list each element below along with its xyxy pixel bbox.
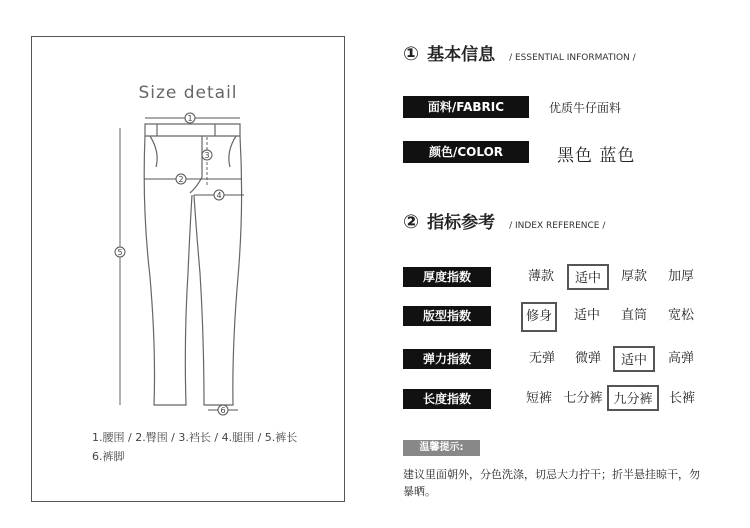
- size-caption: [92, 428, 297, 466]
- section2-heading: [403, 208, 605, 233]
- right-leg-outline: [194, 136, 242, 405]
- elasticity-option-none: 无弹: [528, 351, 555, 366]
- marker-1: 1: [187, 114, 193, 123]
- fit-option-straight: 直筒: [620, 308, 647, 323]
- thickness-option-thick: 厚款: [620, 269, 647, 284]
- marker-6: 6: [220, 406, 226, 415]
- right-pocket-outline: [229, 136, 236, 167]
- marker-5: 5: [117, 248, 123, 257]
- section2-number: ②: [403, 211, 420, 233]
- section2-subtitle: / INDEX REFERENCE /: [509, 221, 606, 231]
- color-label: 颜色/COLOR: [403, 141, 529, 163]
- fabric-label: 面料/FABRIC: [403, 96, 529, 118]
- length-label: 长度指数: [403, 389, 491, 409]
- length-option-shorts: 短裤: [525, 391, 552, 406]
- color-value: 黑色 蓝色: [557, 146, 636, 166]
- thickness-option-thin: 薄款: [527, 269, 554, 284]
- fit-label: 版型指数: [403, 306, 491, 326]
- fit-option-slim-selected: 修身: [521, 302, 557, 332]
- fit-option-regular: 适中: [573, 308, 600, 323]
- size-caption-line1: 1.腰围 / 2.臀围 / 3.裆长 / 4.腿围 / 5.裤长: [92, 431, 298, 444]
- size-detail-title: Size detail: [138, 83, 238, 103]
- marker-2: 2: [178, 175, 184, 184]
- length-option-full: 长裤: [668, 391, 695, 406]
- elasticity-option-medium-selected: 适中: [613, 346, 655, 372]
- fly-outline: [190, 136, 202, 193]
- length-option-capri: 七分裤: [563, 391, 603, 406]
- section1-title: 基本信息: [427, 45, 496, 65]
- thickness-option-extra-thick: 加厚: [667, 269, 694, 284]
- fit-option-loose: 宽松: [667, 308, 694, 323]
- elasticity-option-slight: 微弹: [574, 351, 601, 366]
- thickness-option-medium-selected: 适中: [567, 264, 609, 290]
- length-option-ankle-selected: 九分裤: [607, 385, 659, 411]
- elasticity-option-high: 高弹: [667, 351, 694, 366]
- section1-number: ①: [403, 43, 420, 65]
- marker-4: 4: [216, 191, 222, 200]
- size-detail-panel: [31, 36, 345, 502]
- tip-text: 建议里面朝外，分色洗涤，切忌大力拧干；折半悬挂晾干，勿暴晒。: [403, 468, 700, 498]
- section2-title: 指标参考: [427, 213, 496, 233]
- left-pocket-outline: [150, 136, 157, 167]
- section1-heading: [403, 40, 636, 65]
- marker-3: 3: [204, 151, 210, 160]
- size-caption-line2: 6.裤脚: [92, 450, 125, 463]
- elasticity-label: 弹力指数: [403, 349, 491, 369]
- section1-subtitle: / ESSENTIAL INFORMATION /: [509, 53, 636, 63]
- thickness-label: 厚度指数: [403, 267, 491, 287]
- fabric-value: 优质牛仔面料: [549, 101, 622, 115]
- waistband-outline: [145, 124, 240, 136]
- tip-label: 温馨提示:: [403, 440, 480, 456]
